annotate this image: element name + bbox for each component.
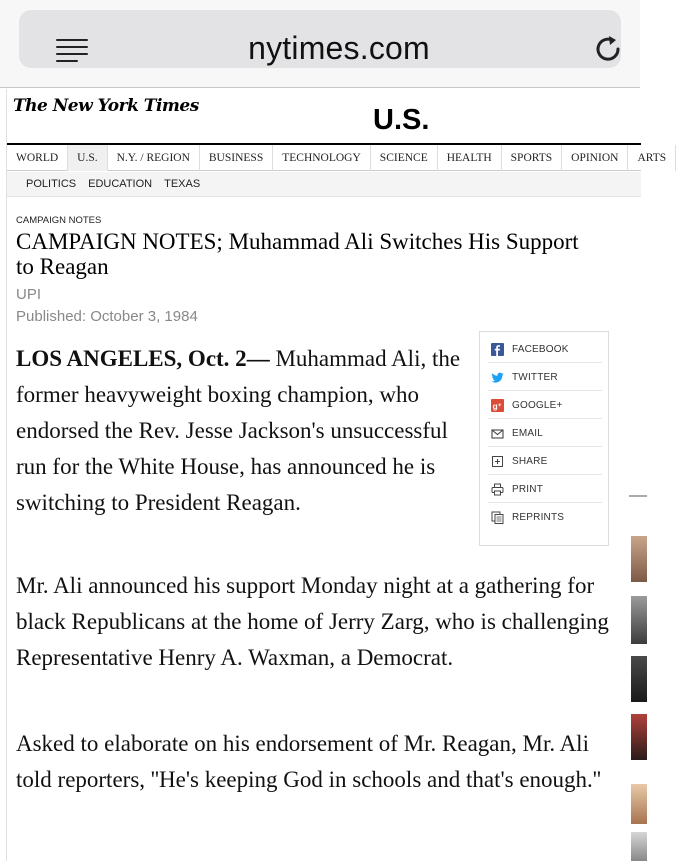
subnav-item-texas[interactable]: TEXAS (164, 178, 201, 190)
share-more-label: SHARE (512, 456, 548, 467)
nav-item-opinion[interactable]: OPINION (562, 145, 628, 171)
article-byline: UPI (16, 286, 42, 303)
nav-item-business[interactable]: BUSINESS (200, 145, 273, 171)
publish-date: Published: October 3, 1984 (16, 308, 198, 325)
nav-item-sports[interactable]: SPORTS (502, 145, 563, 171)
hamburger-menu-icon[interactable] (56, 37, 88, 61)
nav-item-ny-region[interactable]: N.Y. / REGION (108, 145, 200, 171)
share-more-button[interactable] (488, 448, 602, 475)
share-facebook-button[interactable] (488, 336, 602, 363)
share-email-label: EMAIL (512, 428, 544, 439)
nav-item-arts[interactable]: ARTS (628, 145, 676, 171)
sidebar-thumbnail-1[interactable] (631, 536, 647, 582)
share-facebook-label: FACEBOOK (512, 344, 569, 355)
share-google-label: GOOGLE+ (512, 400, 563, 411)
plus-box-icon (491, 455, 504, 468)
section-navbar (7, 145, 667, 171)
sidebar-thumbnail-2[interactable] (631, 596, 647, 644)
nav-item-science[interactable]: SCIENCE (371, 145, 438, 171)
reload-icon[interactable] (591, 32, 627, 68)
nav-item-us[interactable]: U.S. (68, 145, 107, 171)
sidebar-thumbnail-3[interactable] (631, 656, 647, 702)
subnav-item-politics[interactable]: POLITICS (26, 178, 77, 190)
article-headline: CAMPAIGN NOTES; Muhammad Ali Switches His Support to Reagan (16, 229, 579, 279)
sub-navbar (7, 172, 641, 197)
reprints-icon (491, 511, 504, 524)
reprints-button[interactable] (488, 504, 602, 531)
article-paragraph-2: Mr. Ali announced his support Monday night at a gathering for black Republicans at the home of Jerry Zarg, who is challenging Representative Henry A. Waxman, a Democrat. (16, 573, 609, 670)
share-tools (479, 331, 609, 546)
browser-toolbar (0, 0, 640, 88)
nyt-logo[interactable]: The New York Times (13, 96, 199, 116)
sidebar-thumbnail-5[interactable] (631, 784, 647, 824)
share-email-button[interactable] (488, 420, 602, 447)
article-dateline: LOS ANGELES, Oct. 2 (16, 346, 247, 371)
dateline-dash: — (246, 346, 270, 371)
sidebar-divider (629, 495, 647, 497)
nav-item-health[interactable]: HEALTH (438, 145, 502, 171)
facebook-icon (491, 343, 504, 356)
google-plus-icon (491, 399, 504, 412)
sidebar-thumbnail-4[interactable] (631, 714, 647, 760)
article-paragraph-1 (16, 341, 466, 521)
share-twitter-button[interactable] (488, 364, 602, 391)
right-sidebar-clipped (629, 89, 647, 861)
share-twitter-label: TWITTER (512, 372, 558, 383)
nav-item-world[interactable]: WORLD (7, 145, 68, 171)
subnav-item-education[interactable]: EDUCATION (88, 178, 153, 190)
printer-icon (491, 483, 504, 496)
email-icon (491, 427, 504, 440)
reprints-label: REPRINTS (512, 512, 565, 523)
svg-text:+: + (498, 403, 502, 409)
share-google-button[interactable] (488, 392, 602, 419)
svg-text:g: g (492, 401, 498, 411)
sidebar-thumbnail-6[interactable] (631, 832, 647, 861)
twitter-icon (491, 371, 504, 384)
web-page (6, 89, 667, 861)
print-label: PRINT (512, 484, 543, 495)
url-text[interactable]: nytimes.com (248, 30, 430, 66)
paragraph-1-text: Muhammad Ali, the former heavyweight boxing champion, who endorsed the Rev. Jesse Jackson's unsuccessful run for the White House, has announced he is switching to President Reagan. (16, 346, 461, 515)
section-title[interactable]: U.S. (373, 104, 430, 136)
nav-item-technology[interactable]: TECHNOLOGY (273, 145, 371, 171)
article-kicker[interactable]: CAMPAIGN NOTES (16, 215, 102, 226)
article-paragraph-3: Asked to elaborate on his endorsement of Mr. Reagan, Mr. Ali told reporters, ''He's keeping God in schools and that's enough.'' (16, 731, 602, 792)
print-button[interactable] (488, 476, 602, 503)
address-bar[interactable] (19, 10, 621, 68)
